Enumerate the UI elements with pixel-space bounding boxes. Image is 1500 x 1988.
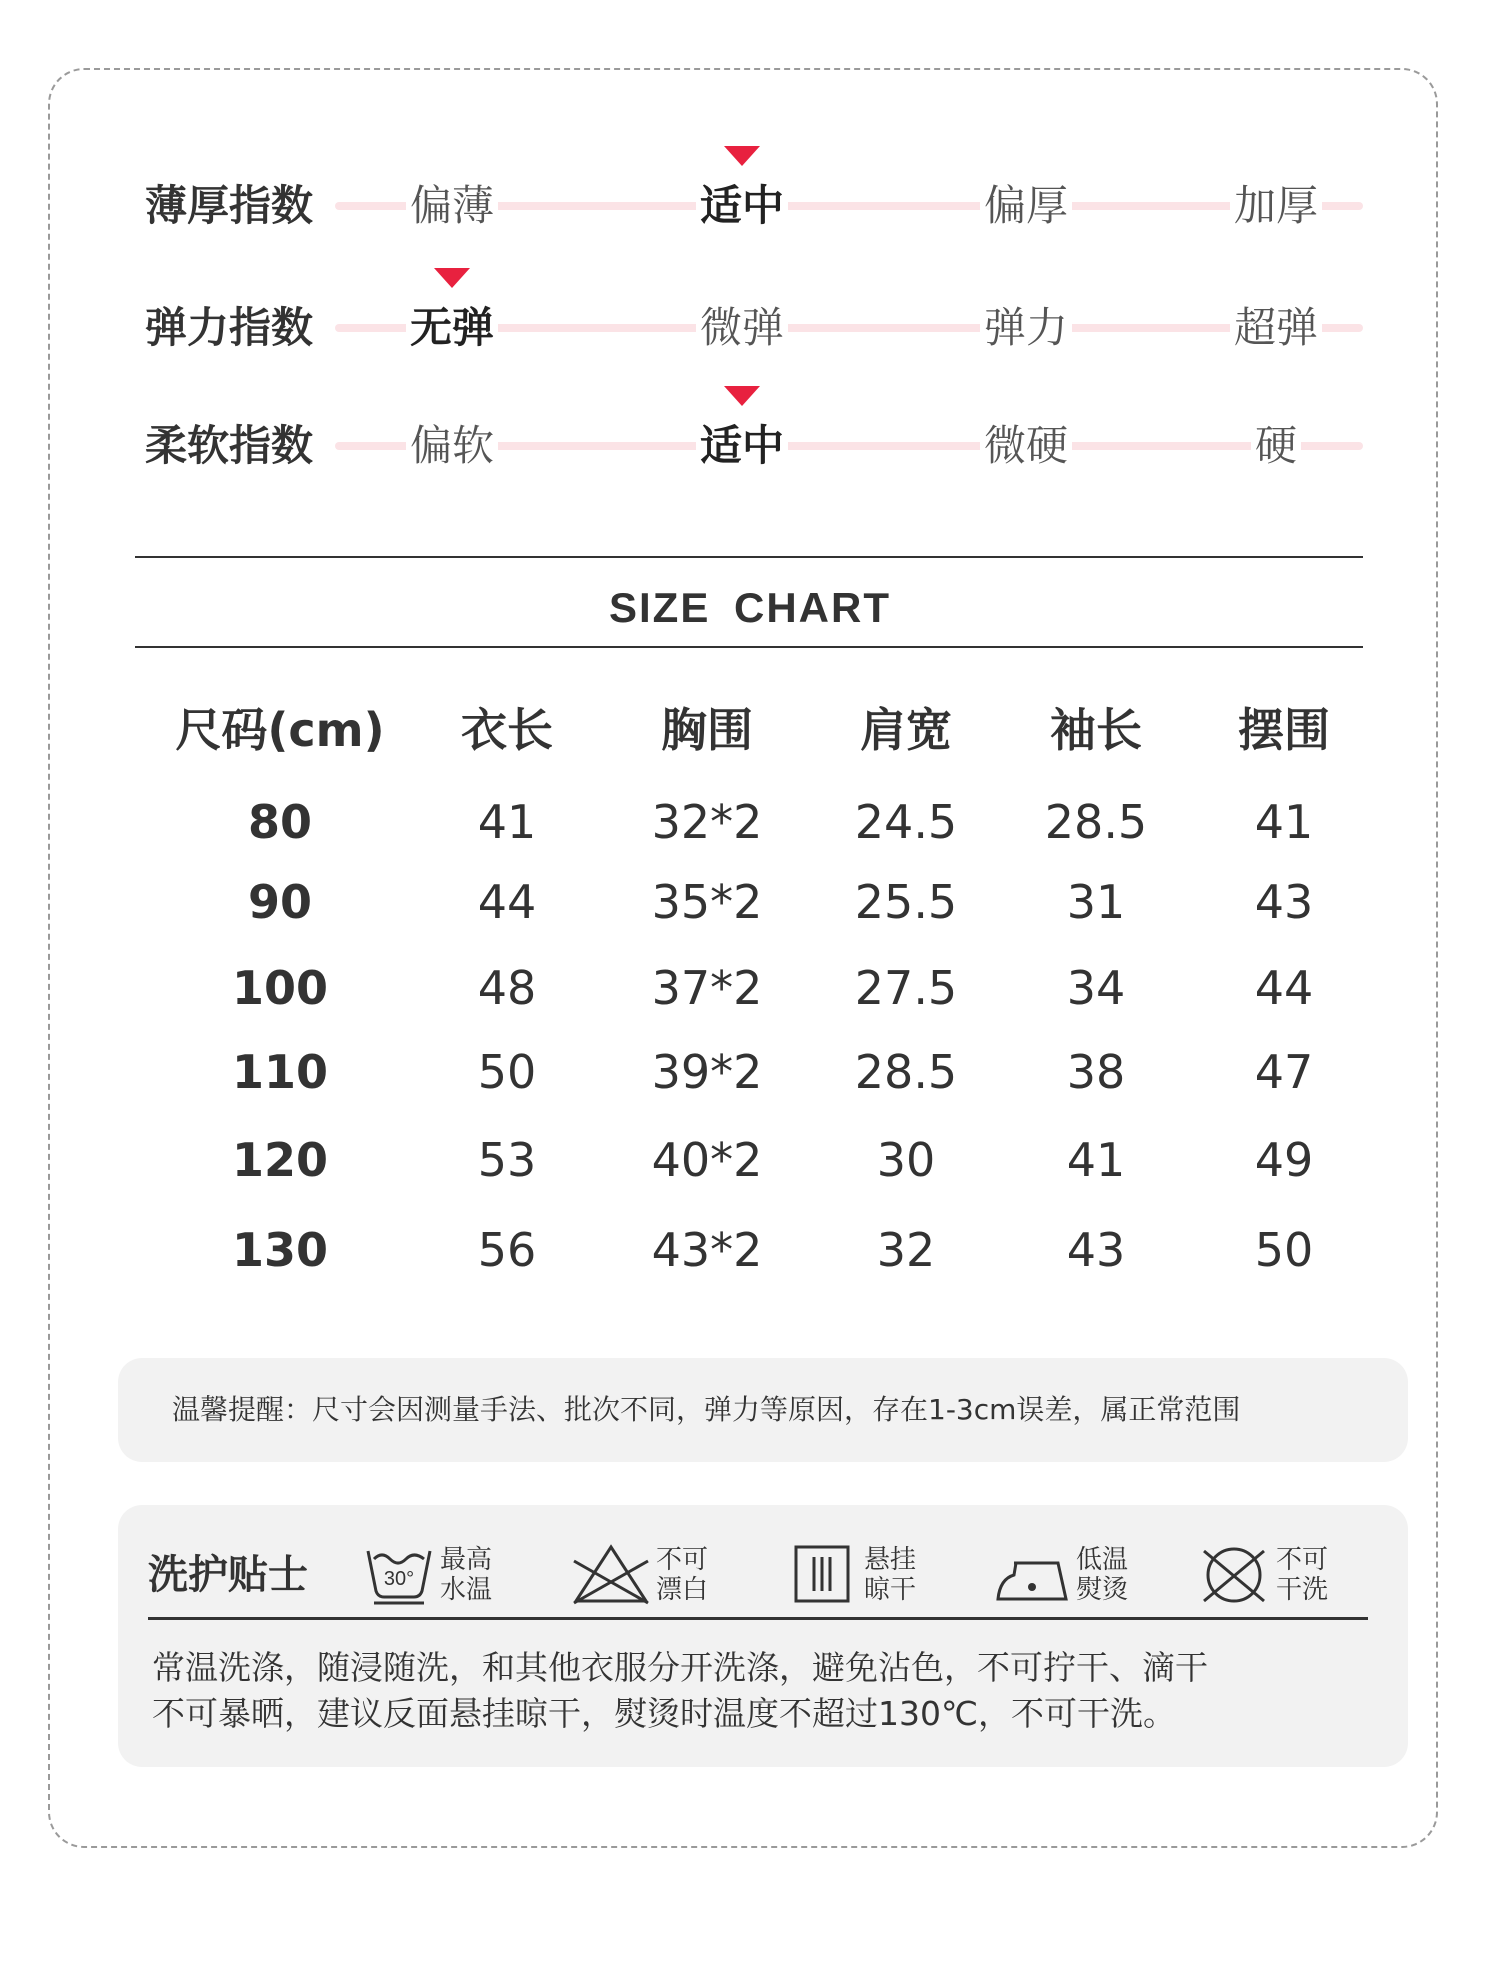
measure-cell: 39*2	[651, 1045, 763, 1099]
care-box	[118, 1505, 1408, 1767]
size-chart-title: SIZE CHART	[609, 584, 891, 631]
index-option-label: 偏厚	[980, 181, 1072, 230]
measure-cell: 40*2	[651, 1133, 763, 1187]
measure-cell: 34	[1066, 961, 1126, 1015]
measure-cell: 32*2	[651, 795, 763, 849]
index-row	[0, 298, 1500, 358]
measure-cell: 41	[1254, 795, 1314, 849]
wash-30-icon	[364, 1541, 434, 1605]
measure-cell: 43	[1066, 1223, 1126, 1277]
index-option	[1206, 416, 1346, 476]
care-item-text: 低温	[1076, 1545, 1129, 1575]
size-cell: 100	[231, 961, 329, 1015]
measure-cell: 28.5	[1044, 795, 1148, 849]
measure-cell: 53	[477, 1133, 537, 1187]
care-item-text: 水温	[440, 1575, 493, 1605]
low-iron-icon	[994, 1541, 1070, 1605]
index-option	[672, 298, 812, 358]
care-item-text: 最高	[440, 1545, 493, 1575]
measure-cell: 43*2	[651, 1223, 763, 1277]
index-option	[672, 416, 812, 476]
care-rule	[148, 1617, 1368, 1620]
measure-cell: 32	[876, 1223, 936, 1277]
care-item-text: 悬挂	[864, 1545, 917, 1575]
index-option-label: 超弹	[1230, 303, 1322, 352]
column-header: 衣长	[461, 703, 553, 757]
index-option	[382, 176, 522, 236]
chart-top-rule	[135, 556, 1363, 558]
measure-cell: 41	[1066, 1133, 1126, 1187]
measure-cell: 24.5	[854, 795, 958, 849]
size-cell: 110	[231, 1045, 329, 1099]
measure-cell: 37*2	[651, 961, 763, 1015]
measure-cell: 30	[876, 1133, 936, 1187]
care-title: 洗护贴士	[148, 1552, 308, 1598]
index-option-label: 硬	[1251, 421, 1301, 470]
selected-marker-icon	[724, 146, 760, 166]
measure-cell: 50	[1254, 1223, 1314, 1277]
measure-cell: 31	[1066, 875, 1126, 929]
measure-cell: 35*2	[651, 875, 763, 929]
index-option	[672, 176, 812, 236]
care-item-text: 熨烫	[1076, 1575, 1129, 1605]
size-cell: 130	[231, 1223, 329, 1277]
tip-box	[118, 1358, 1408, 1462]
index-option-label: 无弹	[406, 303, 498, 352]
index-label: 柔软指数	[145, 416, 321, 476]
index-row	[0, 416, 1500, 476]
index-option	[1206, 298, 1346, 358]
column-header: 袖长	[1050, 703, 1142, 757]
index-option-label: 加厚	[1230, 181, 1322, 230]
tip-text: 温馨提醒：尺寸会因测量手法、批次不同，弹力等原因，存在1-3cm误差，属正常范围	[172, 1393, 1241, 1426]
chart-bottom-rule	[135, 646, 1363, 648]
index-option-label: 适中	[696, 181, 788, 230]
index-option	[1206, 176, 1346, 236]
measure-cell: 49	[1254, 1133, 1314, 1187]
no-dry-clean-icon	[1198, 1541, 1270, 1605]
measure-cell: 27.5	[854, 961, 958, 1015]
column-header: 胸围	[661, 703, 753, 757]
size-cell: 90	[247, 875, 312, 929]
hang-dry-icon	[792, 1541, 852, 1605]
index-option-label: 微硬	[980, 421, 1072, 470]
care-item-text: 干洗	[1276, 1575, 1329, 1605]
measure-cell: 38	[1066, 1045, 1126, 1099]
care-item-text: 不可	[656, 1545, 709, 1575]
measure-cell: 50	[477, 1045, 537, 1099]
measure-cell: 28.5	[854, 1045, 958, 1099]
index-row	[0, 176, 1500, 236]
measure-cell: 44	[477, 875, 537, 929]
care-description-line: 不可暴晒，建议反面悬挂晾干，熨烫时温度不超过130℃，不可干洗。	[152, 1694, 1177, 1733]
index-option	[382, 416, 522, 476]
column-header: 尺码(cm)	[175, 703, 385, 757]
index-option-label: 偏薄	[406, 181, 498, 230]
index-option-label: 微弹	[696, 303, 788, 352]
measure-cell: 25.5	[854, 875, 958, 929]
index-option	[956, 416, 1096, 476]
selected-marker-icon	[724, 386, 760, 406]
index-label: 薄厚指数	[145, 176, 321, 236]
measure-cell: 48	[477, 961, 537, 1015]
index-option-label: 偏软	[406, 421, 498, 470]
size-cell: 80	[247, 795, 312, 849]
care-description	[152, 1645, 1382, 1737]
index-option	[956, 176, 1096, 236]
measure-cell: 44	[1254, 961, 1314, 1015]
size-cell: 120	[231, 1133, 329, 1187]
care-item-text: 漂白	[656, 1575, 709, 1605]
no-bleach-icon	[570, 1541, 652, 1605]
measure-cell: 43	[1254, 875, 1314, 929]
column-header: 肩宽	[860, 703, 952, 757]
measure-cell: 47	[1254, 1045, 1314, 1099]
index-option	[382, 298, 522, 358]
care-item-text: 不可	[1276, 1545, 1329, 1575]
care-description-line: 常温洗涤，随浸随洗，和其他衣服分开洗涤，避免沾色，不可拧干、滴干	[152, 1648, 1208, 1687]
index-label: 弹力指数	[145, 298, 321, 358]
measure-cell: 41	[477, 795, 537, 849]
column-header: 摆围	[1238, 703, 1330, 757]
measure-cell: 56	[477, 1223, 537, 1277]
selected-marker-icon	[434, 268, 470, 288]
index-option-label: 适中	[696, 421, 788, 470]
index-option-label: 弹力	[980, 303, 1072, 352]
index-option	[956, 298, 1096, 358]
care-item-text: 晾干	[864, 1575, 917, 1605]
wash-temp-badge: 30°	[383, 1568, 415, 1590]
